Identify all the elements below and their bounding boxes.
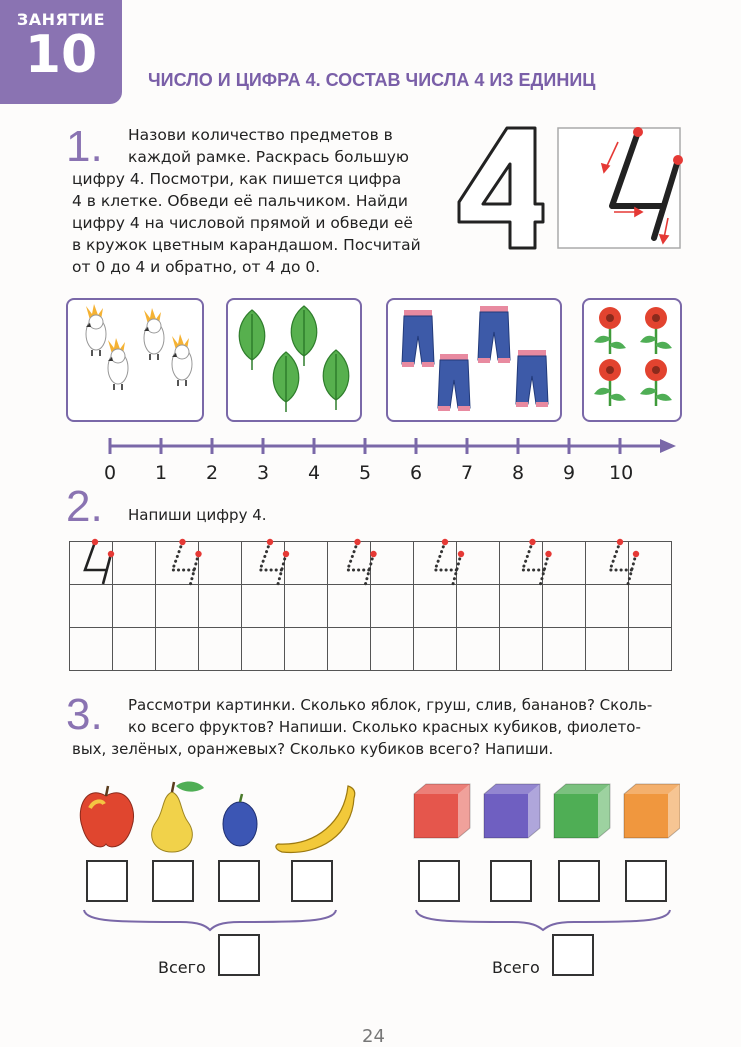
- grid-cell[interactable]: [586, 542, 629, 585]
- grid-cell[interactable]: [543, 542, 586, 585]
- frame-pants: [386, 298, 562, 422]
- grid-cell[interactable]: [70, 585, 113, 628]
- grid-cell[interactable]: [328, 585, 371, 628]
- fruit-count-box[interactable]: [152, 860, 194, 902]
- number-line-label[interactable]: 6: [410, 462, 423, 484]
- grid-cell[interactable]: [70, 628, 113, 671]
- number-line-label[interactable]: 8: [512, 462, 525, 484]
- grid-cell[interactable]: [113, 542, 156, 585]
- grid-cell[interactable]: [285, 585, 328, 628]
- grid-cell[interactable]: [113, 585, 156, 628]
- flower-icon: [584, 300, 680, 420]
- cube-count-box[interactable]: [558, 860, 600, 902]
- digit-writing-sample: [556, 126, 686, 250]
- grid-cell[interactable]: [156, 628, 199, 671]
- frame-leaves: [226, 298, 362, 422]
- plum-icon: [223, 794, 257, 846]
- grid-cell[interactable]: [156, 585, 199, 628]
- grid-cell[interactable]: [500, 628, 543, 671]
- lesson-label: ЗАНЯТИЕ: [16, 10, 106, 29]
- grid-cell[interactable]: [285, 542, 328, 585]
- grid-cell[interactable]: [414, 542, 457, 585]
- task1-line-0: Назови количество предметов в: [128, 126, 393, 144]
- banana-icon: [276, 786, 355, 852]
- cockatoo-icon: [68, 300, 202, 420]
- frame-flowers: [582, 298, 682, 422]
- grid-cell[interactable]: [285, 628, 328, 671]
- cubes-total-box[interactable]: [552, 934, 594, 976]
- cube-count-box[interactable]: [490, 860, 532, 902]
- grid-cell[interactable]: [500, 585, 543, 628]
- task3-line-0: Рассмотри картинки. Сколько яблок, груш, слив, бананов? Сколь-: [128, 696, 653, 714]
- grid-cell[interactable]: [242, 628, 285, 671]
- grid-row: [70, 585, 672, 628]
- fruit-count-box[interactable]: [218, 860, 260, 902]
- grid-cell[interactable]: [242, 585, 285, 628]
- grid-cell[interactable]: [500, 542, 543, 585]
- grid-cell[interactable]: [629, 628, 672, 671]
- task3-line-2: вых, зелёных, оранжевых? Сколько кубиков всего? Напиши.: [72, 740, 554, 758]
- grid-cell[interactable]: [543, 585, 586, 628]
- cube-icon: [554, 784, 610, 838]
- fruits-brace: [80, 908, 340, 932]
- cube-icon: [484, 784, 540, 838]
- grid-cell[interactable]: [586, 628, 629, 671]
- grid-cell[interactable]: [457, 585, 500, 628]
- big-digit-four[interactable]: [455, 124, 545, 254]
- number-line-label[interactable]: 10: [609, 462, 634, 484]
- fruit-count-box[interactable]: [86, 860, 128, 902]
- grid-cell[interactable]: [199, 585, 242, 628]
- task1-line-6: от 0 до 4 и обратно, от 4 до 0.: [72, 258, 321, 276]
- page-number: 24: [362, 1026, 385, 1047]
- task1-line-1: каждой рамке. Раскрась большую: [128, 148, 409, 166]
- fruits-total-label: Всего: [158, 958, 206, 977]
- grid-cell[interactable]: [629, 542, 672, 585]
- grid-cell[interactable]: [414, 628, 457, 671]
- grid-cell[interactable]: [629, 585, 672, 628]
- number-line-label[interactable]: 0: [104, 462, 117, 484]
- task2-number: 2.: [66, 482, 103, 531]
- task1-line-2: цифру 4. Посмотри, как пишется цифра: [72, 170, 402, 188]
- fruits-total-box[interactable]: [218, 934, 260, 976]
- grid-cell[interactable]: [371, 585, 414, 628]
- cube-icon: [414, 784, 470, 838]
- cubes-brace: [412, 908, 674, 932]
- grid-cell[interactable]: [328, 628, 371, 671]
- frame-cockatoos: [66, 298, 204, 422]
- fruits-row: [76, 778, 356, 854]
- number-line-label[interactable]: 5: [359, 462, 372, 484]
- cube-count-box[interactable]: [625, 860, 667, 902]
- apple-icon: [80, 786, 133, 847]
- task1-line-5: в кружок цветным карандашом. Посчитай: [72, 236, 421, 254]
- grid-cell[interactable]: [586, 585, 629, 628]
- number-line-label[interactable]: 3: [257, 462, 270, 484]
- number-line-label[interactable]: 2: [206, 462, 219, 484]
- lesson-badge: [0, 0, 122, 104]
- grid-row: [70, 542, 672, 585]
- grid-cell[interactable]: [457, 628, 500, 671]
- grid-row: [70, 628, 672, 671]
- leaf-icon: [228, 300, 360, 420]
- grid-cell[interactable]: [156, 542, 199, 585]
- cube-count-box[interactable]: [418, 860, 460, 902]
- task1-line-4: цифру 4 на числовой прямой и обведи её: [72, 214, 413, 232]
- grid-cell[interactable]: [371, 542, 414, 585]
- grid-cell[interactable]: [457, 542, 500, 585]
- task2-text: Напиши цифру 4.: [128, 506, 267, 524]
- grid-cell[interactable]: [199, 628, 242, 671]
- grid-cell[interactable]: [113, 628, 156, 671]
- task3-line-1: ко всего фруктов? Напиши. Сколько красных кубиков, фиолето-: [128, 718, 641, 736]
- task3-number: 3.: [66, 690, 103, 739]
- number-line-label[interactable]: 4: [308, 462, 321, 484]
- cube-icon: [624, 784, 680, 838]
- number-line-label[interactable]: 1: [155, 462, 168, 484]
- grid-cell[interactable]: [199, 542, 242, 585]
- grid-cell[interactable]: [70, 542, 113, 585]
- pear-icon: [152, 782, 204, 852]
- task1-line-3: 4 в клетке. Обведи её пальчиком. Найди: [72, 192, 408, 210]
- grid-cell[interactable]: [414, 585, 457, 628]
- cubes-total-label: Всего: [492, 958, 540, 977]
- pants-icon: [388, 300, 560, 420]
- number-line-label[interactable]: 9: [563, 462, 576, 484]
- lesson-number: 10: [24, 25, 98, 85]
- grid-cell[interactable]: [328, 542, 371, 585]
- number-line: [100, 436, 680, 460]
- writing-grid[interactable]: [69, 541, 672, 671]
- fruit-count-box[interactable]: [291, 860, 333, 902]
- page-title: ЧИСЛО И ЦИФРА 4. СОСТАВ ЧИСЛА 4 ИЗ ЕДИНИЦ: [148, 70, 596, 90]
- grid-cell[interactable]: [242, 542, 285, 585]
- cubes-row: [410, 782, 680, 842]
- grid-cell[interactable]: [543, 628, 586, 671]
- task1-number: 1.: [66, 122, 103, 171]
- number-line-label[interactable]: 7: [461, 462, 474, 484]
- grid-cell[interactable]: [371, 628, 414, 671]
